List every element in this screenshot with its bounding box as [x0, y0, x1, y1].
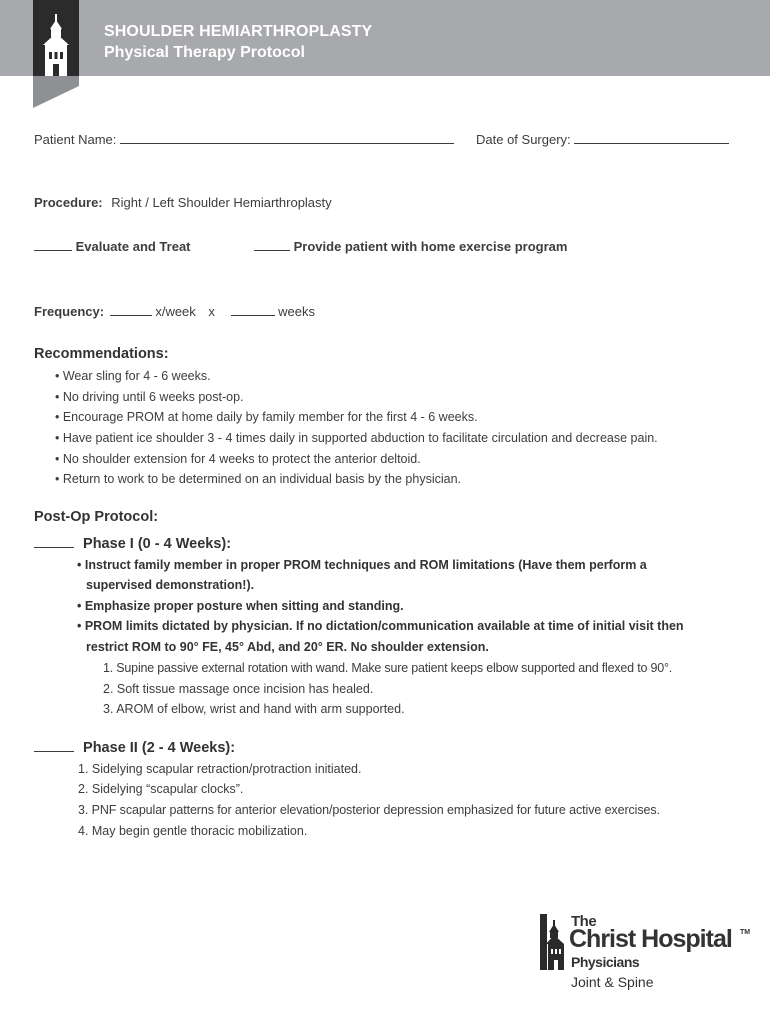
brand-name: Christ Hospital	[569, 925, 732, 953]
phase1-bullet: • Emphasize proper posture when sitting and standing.	[77, 599, 404, 613]
recommendation-item: • Have patient ice shoulder 3 - 4 times daily in supported abduction to facilitate circulation and decrease pain.	[55, 431, 658, 445]
phase2-step: 4. May begin gentle thoracic mobilization.	[78, 824, 308, 838]
home-exercise-label: Provide patient with home exercise program	[293, 239, 568, 254]
patient-name-field[interactable]	[120, 131, 454, 144]
phase1-title: Phase I (0 - 4 Weeks):	[83, 536, 232, 552]
brand-trademark: TM	[740, 929, 751, 936]
phase1-step: 3. AROM of elbow, wrist and hand with arm supported.	[103, 702, 405, 716]
weeks-text: weeks	[278, 304, 316, 319]
phase2-step: 3. PNF scapular patterns for anterior elevation/posterior depression emphasized for future active exercises.	[78, 803, 660, 817]
recommendations-title: Recommendations:	[34, 346, 169, 362]
phase2-step: 1. Sidelying scapular retraction/protraction initiated.	[78, 762, 362, 776]
recommendation-item: • No driving until 6 weeks post-op.	[55, 390, 244, 404]
brand-division: Joint & Spine	[571, 974, 654, 990]
phase1-bullet: • Instruct family member in proper PROM techniques and ROM limitations (Have them perform a	[77, 558, 647, 572]
phase1-step: 2. Soft tissue massage once incision has healed.	[103, 682, 374, 696]
home-exercise-row	[254, 238, 567, 255]
phase2-step: 2. Sidelying “scapular clocks”.	[78, 782, 244, 796]
brand-physicians: Physicians	[571, 954, 640, 970]
home-exercise-checkline[interactable]	[254, 238, 290, 251]
page-title: SHOULDER HEMIARTHROPLASTY	[104, 23, 373, 40]
phase1-row	[34, 535, 231, 552]
evaluate-checkline[interactable]	[34, 238, 72, 251]
recommendation-item: • Wear sling for 4 - 6 weeks.	[55, 369, 211, 383]
hospital-logo-tab	[33, 0, 79, 108]
evaluate-label: Evaluate and Treat	[75, 239, 191, 254]
frequency-weeks-field[interactable]	[231, 303, 275, 316]
phase2-row	[34, 739, 235, 756]
patient-name-row	[34, 131, 454, 148]
procedure-row	[34, 195, 332, 211]
procedure-value: Right / Left Shoulder Hemiarthroplasty	[111, 195, 332, 210]
patient-name-label: Patient Name:	[34, 132, 117, 147]
frequency-row	[34, 303, 315, 320]
phase2-title: Phase II (2 - 4 Weeks):	[83, 740, 236, 756]
recommendation-item: • No shoulder extension for 4 weeks to protect the anterior deltoid.	[55, 452, 421, 466]
date-of-surgery-field[interactable]	[574, 131, 729, 144]
frequency-per-week-field[interactable]	[110, 303, 152, 316]
recommendation-item: • Encourage PROM at home daily by family member for the first 4 - 6 weeks.	[55, 410, 478, 424]
per-week-text: x/week	[155, 304, 196, 319]
frequency-label: Frequency:	[34, 304, 105, 319]
times-text: x	[208, 304, 215, 319]
hospital-building-icon	[540, 914, 568, 970]
date-of-surgery-label: Date of Surgery:	[476, 132, 571, 147]
phase2-checkline[interactable]	[34, 739, 74, 752]
evaluate-row	[34, 238, 191, 255]
procedure-label: Procedure:	[34, 195, 103, 210]
phase1-checkline[interactable]	[34, 535, 74, 548]
phase1-bullet: • PROM limits dictated by physician. If no dictation/communication available at time of initial visit then	[77, 619, 684, 633]
date-of-surgery-row	[476, 131, 729, 148]
postop-title: Post-Op Protocol:	[34, 509, 159, 525]
phase1-bullet-cont: supervised demonstration!).	[86, 578, 255, 592]
recommendation-item: • Return to work to be determined on an individual basis by the physician.	[55, 472, 461, 486]
page-subtitle: Physical Therapy Protocol	[104, 44, 305, 61]
phase1-step: 1. Supine passive external rotation with wand. Make sure patient keeps elbow supported and flexed to 90°.	[103, 661, 673, 675]
brand-the: The	[571, 913, 597, 930]
phase1-bullet-cont: restrict ROM to 90° FE, 45° Abd, and 20° ER. No shoulder extension.	[86, 640, 489, 654]
